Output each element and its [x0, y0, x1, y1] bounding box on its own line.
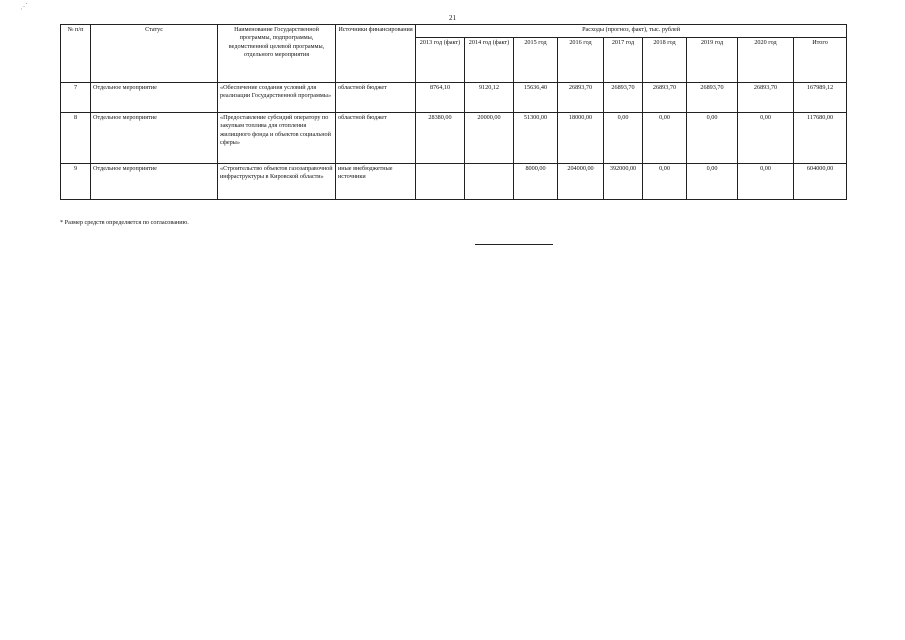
row-value-2020: 0,00 [738, 164, 794, 200]
row-value-2016: 18000,00 [558, 113, 604, 164]
row-value-2015: 51300,00 [514, 113, 558, 164]
row-value-2013 [416, 164, 465, 200]
row-value-2017: 0,00 [604, 113, 643, 164]
row-value-2018: 0,00 [643, 113, 687, 164]
row-name: «Обеспечение создания условий для реализации Государственной программы» [218, 83, 336, 113]
row-value-2013: 28380,00 [416, 113, 465, 164]
header-num: № п/п [61, 25, 91, 83]
row-value-total: 117680,00 [794, 113, 847, 164]
end-rule-divider [475, 244, 553, 245]
row-name: «Предоставление субсидий оператору по закупкам топлива для отопления жилищного фонда и объектов социальной сферы» [218, 113, 336, 164]
row-num: 7 [61, 83, 91, 113]
row-value-2018: 0,00 [643, 164, 687, 200]
row-value-2020: 0,00 [738, 113, 794, 164]
scan-artifact: ⋰ [20, 2, 28, 11]
header-year-2018: 2018 год [643, 38, 687, 83]
row-value-2015: 15636,40 [514, 83, 558, 113]
header-name: Наименование Государственной программы, подпрограммы, ведомственной целевой программы, отдельного мероприятия [218, 25, 336, 83]
row-value-2019: 26893,70 [687, 83, 738, 113]
header-year-2014: 2014 год (факт) [465, 38, 514, 83]
budget-table [60, 24, 847, 200]
row-value-2016: 204000,00 [558, 164, 604, 200]
row-name: «Строительство объектов газозаправочной инфраструктуры в Кировской области» [218, 164, 336, 200]
table-row [61, 83, 847, 113]
header-expenses: Расходы (прогноз, факт), тыс. рублей [416, 25, 847, 38]
header-source: Источники финансирования [336, 25, 416, 83]
row-value-2015: 8000,00 [514, 164, 558, 200]
row-value-2014 [465, 164, 514, 200]
row-value-2017: 392000,00 [604, 164, 643, 200]
row-value-2018: 26893,70 [643, 83, 687, 113]
row-value-2019: 0,00 [687, 164, 738, 200]
row-source: областной бюджет [336, 83, 416, 113]
header-year-2019: 2019 год [687, 38, 738, 83]
row-source: областной бюджет [336, 113, 416, 164]
row-status: Отдельное мероприятие [91, 113, 218, 164]
header-year-2020: 2020 год [738, 38, 794, 83]
row-value-total: 167989,12 [794, 83, 847, 113]
row-value-total: 604000,00 [794, 164, 847, 200]
row-value-2014: 9120,12 [465, 83, 514, 113]
row-source: иные внебюджетные источники [336, 164, 416, 200]
header-status: Статус [91, 25, 218, 83]
header-total: Итого [794, 38, 847, 83]
row-num: 8 [61, 113, 91, 164]
row-value-2014: 20000,00 [465, 113, 514, 164]
row-status: Отдельное мероприятие [91, 83, 218, 113]
row-value-2019: 0,00 [687, 113, 738, 164]
header-year-2016: 2016 год [558, 38, 604, 83]
row-value-2016: 26893,70 [558, 83, 604, 113]
footnote: * Размер средств определяется по согласованию. [60, 219, 189, 226]
header-year-2015: 2015 год [514, 38, 558, 83]
header-year-2017: 2017 год [604, 38, 643, 83]
row-value-2017: 26893,70 [604, 83, 643, 113]
table-row [61, 113, 847, 164]
table-row [61, 164, 847, 200]
header-year-2013: 2013 год (факт) [416, 38, 465, 83]
table-header-row [61, 25, 847, 38]
row-status: Отдельное мероприятие [91, 164, 218, 200]
row-value-2013: 8764,10 [416, 83, 465, 113]
page-number: 21 [449, 14, 456, 22]
row-num: 9 [61, 164, 91, 200]
row-value-2020: 26893,70 [738, 83, 794, 113]
